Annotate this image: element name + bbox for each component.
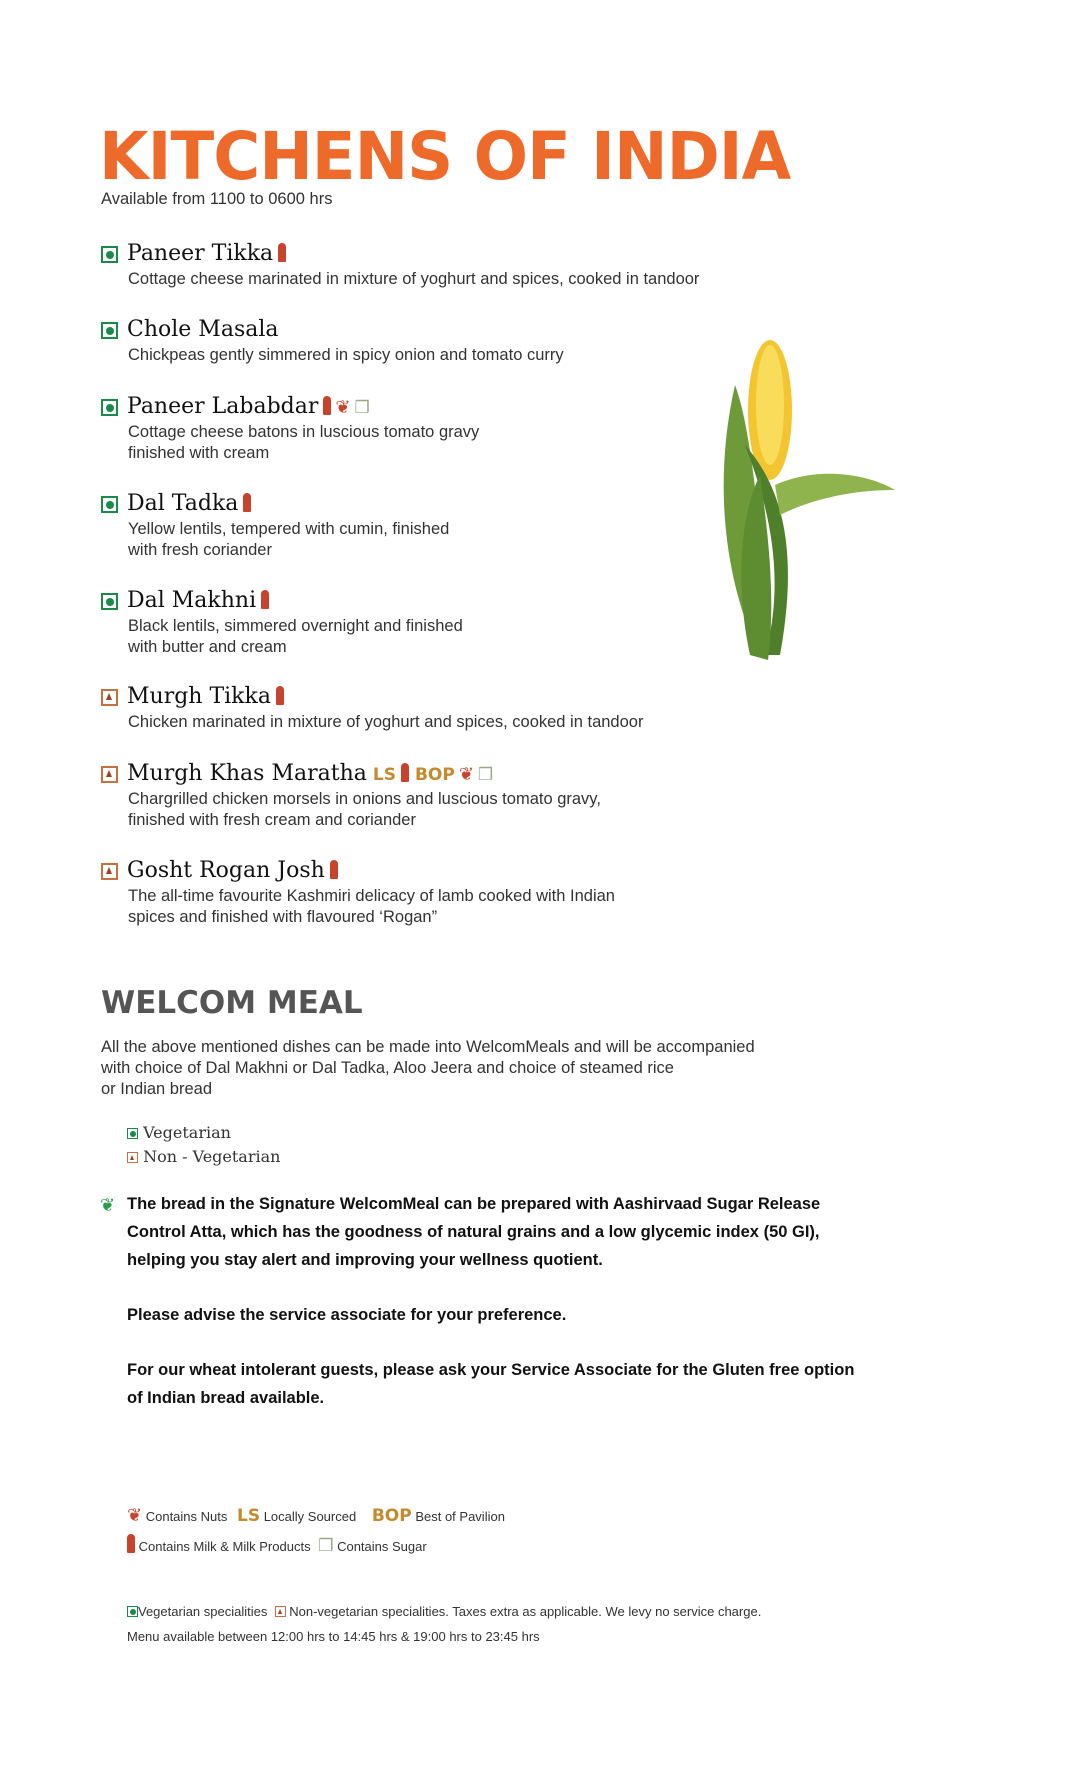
veg-key bbox=[127, 1123, 231, 1142]
milk-icon bbox=[127, 1534, 135, 1553]
sugar-icon: ❒ bbox=[477, 765, 494, 785]
corn-illustration bbox=[640, 315, 910, 675]
desc-line: with fresh coriander bbox=[128, 541, 272, 559]
text-line: For our wheat intolerant guests, please ask your Service Associate for the Gluten free option bbox=[127, 1361, 855, 1379]
welcom-meal-heading: WELCOM MEAL bbox=[101, 985, 363, 1021]
veg-icon bbox=[127, 1128, 138, 1139]
milk-icon bbox=[401, 763, 409, 782]
item-name: Dal Tadka bbox=[127, 491, 239, 516]
item-desc: Chicken marinated in mixture of yoghurt and spices, cooked in tandoor bbox=[128, 713, 644, 731]
veg-icon bbox=[101, 399, 118, 416]
item-name: Murgh Tikka bbox=[127, 684, 271, 709]
nonveg-icon bbox=[127, 1152, 138, 1163]
text-line: of Indian bread available. bbox=[127, 1389, 325, 1407]
item-name: Murgh Khas Maratha bbox=[127, 761, 367, 786]
veg-icon bbox=[127, 1606, 138, 1617]
text-line: with choice of Dal Makhni or Dal Tadka, Aloo Jeera and choice of steamed rice bbox=[101, 1059, 674, 1077]
item-desc bbox=[128, 422, 479, 464]
item-desc bbox=[128, 616, 463, 658]
item-name: Chole Masala bbox=[127, 317, 279, 342]
bop-tag: BOP bbox=[414, 765, 455, 785]
legend-ls: Locally Sourced bbox=[263, 1509, 357, 1524]
text-line: helping you stay alert and improving your wellness quotient. bbox=[127, 1251, 603, 1269]
desc-line: finished with fresh cream and coriander bbox=[128, 811, 416, 829]
veg-icon bbox=[101, 593, 118, 610]
nonveg-key bbox=[127, 1147, 280, 1166]
welcom-meal-text bbox=[101, 1037, 755, 1100]
item-name: Dal Makhni bbox=[127, 588, 257, 613]
legend-row-2 bbox=[127, 1534, 427, 1556]
bop-tag: BOP bbox=[371, 1506, 412, 1526]
ls-tag: LS bbox=[372, 765, 396, 785]
nuts-icon: ❦ bbox=[335, 397, 351, 418]
sugar-icon: ❒ bbox=[354, 398, 370, 418]
footer-veg: Vegetarian specialities bbox=[138, 1604, 268, 1619]
nonveg-icon bbox=[101, 863, 118, 880]
availability-text: Available from 1100 to 0600 hrs bbox=[101, 190, 333, 208]
item-desc: Cottage cheese marinated in mixture of yoghurt and spices, cooked in tandoor bbox=[128, 270, 700, 288]
item-desc bbox=[128, 789, 601, 831]
milk-icon bbox=[276, 686, 284, 705]
bread-note bbox=[127, 1190, 820, 1274]
milk-icon bbox=[330, 860, 338, 879]
nonveg-icon bbox=[101, 689, 118, 706]
text-line: All the above mentioned dishes can be made into WelcomMeals and will be accompanied bbox=[101, 1038, 755, 1056]
legend-sugar: Contains Sugar bbox=[337, 1539, 427, 1554]
veg-icon bbox=[101, 322, 118, 339]
desc-line: The all-time favourite Kashmiri delicacy of lamb cooked with Indian bbox=[128, 887, 615, 905]
nonveg-label: Non - Vegetarian bbox=[143, 1147, 281, 1166]
veg-label: Vegetarian bbox=[143, 1123, 231, 1142]
nuts-icon: ❦ bbox=[127, 1505, 143, 1525]
milk-icon bbox=[261, 590, 269, 609]
milk-icon bbox=[323, 396, 331, 415]
desc-line: with butter and cream bbox=[128, 638, 287, 656]
footer-key bbox=[127, 1604, 761, 1619]
legend-row-1 bbox=[127, 1505, 505, 1526]
nuts-icon: ❦ bbox=[458, 764, 474, 785]
nonveg-icon bbox=[101, 766, 118, 783]
desc-line: Yellow lentils, tempered with cumin, finished bbox=[128, 520, 450, 538]
legend-milk: Contains Milk & Milk Products bbox=[138, 1539, 311, 1554]
footer-nonveg: Non-vegetarian specialities. Taxes extra as applicable. We levy no service charge. bbox=[289, 1604, 762, 1619]
item-desc bbox=[128, 519, 449, 561]
milk-icon bbox=[278, 243, 286, 262]
leaf-icon: ❦ bbox=[100, 1195, 116, 1215]
text-line: Control Atta, which has the goodness of natural grains and a low glycemic index (50 GI), bbox=[127, 1223, 820, 1241]
veg-icon bbox=[101, 246, 118, 263]
advise-note: Please advise the service associate for your preference. bbox=[127, 1306, 567, 1324]
footer-hours: Menu available between 12:00 hrs to 14:45 hrs & 19:00 hrs to 23:45 hrs bbox=[127, 1629, 540, 1644]
legend-nuts: Contains Nuts bbox=[145, 1509, 228, 1524]
veg-icon bbox=[101, 496, 118, 513]
ls-tag: LS bbox=[237, 1506, 261, 1526]
item-name: Gosht Rogan Josh bbox=[127, 858, 325, 883]
nonveg-icon bbox=[275, 1606, 286, 1617]
text-line: or Indian bread bbox=[101, 1080, 212, 1098]
desc-line: Cottage cheese batons in luscious tomato gravy bbox=[128, 423, 480, 441]
sugar-icon: ❒ bbox=[318, 1536, 334, 1555]
gluten-note bbox=[127, 1356, 854, 1412]
milk-icon bbox=[243, 493, 251, 512]
item-name: Paneer Lababdar bbox=[127, 394, 319, 419]
text-line: The bread in the Signature WelcomMeal can be prepared with Aashirvaad Sugar Release bbox=[127, 1195, 821, 1213]
item-name: Paneer Tikka bbox=[127, 241, 274, 266]
desc-line: Chargrilled chicken morsels in onions and luscious tomato gravy, bbox=[128, 790, 601, 808]
item-desc: Chickpeas gently simmered in spicy onion and tomato curry bbox=[128, 346, 564, 364]
desc-line: spices and finished with flavoured ‘Rogan” bbox=[128, 908, 438, 926]
desc-line: finished with cream bbox=[128, 444, 270, 462]
page-title: KITCHENS OF INDIA bbox=[99, 118, 791, 195]
desc-line: Black lentils, simmered overnight and finished bbox=[128, 617, 463, 635]
item-desc bbox=[128, 886, 615, 928]
legend-bop: Best of Pavilion bbox=[415, 1509, 505, 1524]
